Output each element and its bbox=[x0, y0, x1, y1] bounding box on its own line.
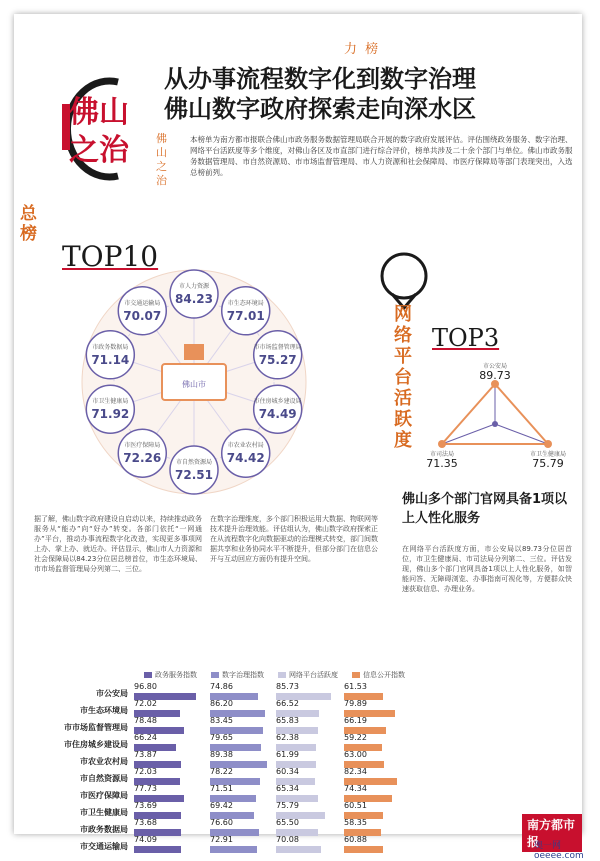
table-row bbox=[58, 750, 378, 768]
score-value: 60.88 bbox=[344, 835, 367, 844]
top10-node-score: 72.51 bbox=[175, 468, 213, 482]
top10-ring-diagram bbox=[44, 264, 344, 504]
table-row bbox=[58, 801, 378, 819]
top3-node-name: 市公安局 bbox=[482, 363, 508, 370]
top10-node-score: 71.92 bbox=[91, 407, 130, 422]
score-value: 60.51 bbox=[344, 801, 367, 810]
score-value: 73.69 bbox=[134, 801, 157, 810]
top10-node-name: 市医疗保障局 bbox=[124, 442, 161, 450]
top10-node bbox=[118, 429, 166, 477]
score-value: 89.38 bbox=[210, 750, 233, 759]
top10-node-score: 74.42 bbox=[226, 451, 265, 466]
score-value: 59.22 bbox=[344, 733, 367, 742]
score-value: 78.48 bbox=[134, 716, 157, 725]
score-value: 79.89 bbox=[344, 699, 367, 708]
top10-node-score: 84.23 bbox=[175, 292, 213, 306]
score-value: 62.38 bbox=[276, 733, 299, 742]
top10-node-name: 市自然资源局 bbox=[175, 459, 213, 466]
score-value: 83.45 bbox=[210, 716, 233, 725]
top10-node-score: 77.01 bbox=[226, 308, 265, 323]
table-row bbox=[58, 682, 378, 700]
top10-node-name: 市人力资源 bbox=[178, 283, 210, 290]
score-value: 96.80 bbox=[134, 682, 157, 691]
headline bbox=[164, 64, 574, 124]
score-value: 65.83 bbox=[276, 716, 299, 725]
table-row bbox=[58, 784, 378, 802]
center-label: 佛山市 bbox=[182, 380, 206, 389]
table-row bbox=[58, 835, 378, 853]
top10-node-name: 市政务数据局 bbox=[92, 343, 129, 351]
table-row bbox=[58, 716, 378, 734]
top10-node bbox=[170, 446, 218, 494]
table-row bbox=[58, 699, 378, 717]
row-name: 市农业农村局 bbox=[80, 757, 128, 766]
score-value: 74.86 bbox=[210, 682, 233, 691]
top10-node bbox=[222, 287, 270, 335]
score-value: 70.08 bbox=[276, 835, 299, 844]
score-value: 65.34 bbox=[276, 784, 299, 793]
row-name: 市生态环境局 bbox=[80, 706, 128, 715]
score-value: 72.91 bbox=[210, 835, 233, 844]
top10-node bbox=[118, 287, 166, 335]
score-value: 72.03 bbox=[134, 767, 157, 776]
logo-text: 佛山之治 bbox=[69, 95, 129, 168]
location-pin-icon bbox=[374, 250, 434, 310]
top3-triangle-diagram bbox=[420, 362, 570, 482]
subheadline: 佛山多个部门官网具备1项以上人性化服务 bbox=[402, 492, 568, 526]
top3-node bbox=[479, 362, 511, 388]
score-value: 66.24 bbox=[134, 733, 157, 742]
top3-node-name: 市卫生健康局 bbox=[529, 451, 567, 458]
top10-node-name: 市住房城乡建设局 bbox=[253, 398, 302, 406]
brand-website: 奥一网oeeee.com bbox=[534, 841, 584, 861]
score-value: 61.53 bbox=[344, 682, 367, 691]
top10-node-name: 市生态环境局 bbox=[227, 299, 264, 307]
score-value: 75.79 bbox=[276, 801, 299, 810]
score-value: 61.99 bbox=[276, 750, 299, 759]
score-value: 72.02 bbox=[134, 699, 157, 708]
row-name: 市医疗保障局 bbox=[80, 791, 128, 800]
score-value: 74.34 bbox=[344, 784, 367, 793]
legend-item: 信息公开指数 bbox=[352, 670, 405, 680]
score-bar bbox=[210, 846, 257, 853]
score-value: 60.34 bbox=[276, 767, 299, 776]
top10-node-name: 市市场监督管理局 bbox=[253, 343, 302, 351]
score-value: 77.73 bbox=[134, 784, 157, 793]
intro-paragraph: 本榜单为南方都市报联合佛山市政务服务数据管理局联合开展的数字政府发展评估。评估围绕政务服务、数字治理、网络平台活跃度等多个维度，对佛山各区及市直部门进行综合评价，榜单共涉及二十余个部门与单位。佛山市政务服务数据管理局、市自然资源局、市市场监督管理局、市人力资源和社会保障局、市医疗保障局等部门表现突出，入选总榜前列。 bbox=[190, 135, 573, 177]
score-value: 78.22 bbox=[210, 767, 233, 776]
side-tag: 佛山之治 bbox=[156, 132, 167, 187]
section-kicker: 力 榜 bbox=[344, 42, 381, 57]
score-value: 86.20 bbox=[210, 699, 233, 708]
top10-node bbox=[254, 331, 302, 379]
table-row bbox=[58, 767, 378, 785]
legend-item: 数字治理指数 bbox=[211, 670, 264, 680]
headline-line-2: 佛山数字政府探索走向深水区 bbox=[164, 94, 476, 123]
body-column-1: 据了解，佛山数字政府建设自启动以来，持续推动政务服务从“能办”向“好办”转变。各部门依托“一网通办”平台，推动办事流程数字化改造，实现更多事项网上办、掌上办、就近办。评估显示，佛山市人力资源和社会保障局以84.23分位居总榜首位，市生态环境局、市市场监督管理局分列第二、三位。 bbox=[34, 515, 202, 573]
table-row bbox=[58, 733, 378, 751]
top10-node bbox=[86, 385, 134, 433]
top10-node-name: 市交通运输局 bbox=[124, 299, 161, 307]
row-name: 市住房城乡建设局 bbox=[64, 740, 128, 749]
score-value: 82.34 bbox=[344, 767, 367, 776]
top10-node-score: 70.07 bbox=[123, 308, 162, 323]
body-column-3: 在网络平台活跃度方面，市公安局以89.73分位居首位，市卫生健康局、市司法局分列第二、三位。评估发现，佛山多个部门官网具备1项以上人性化服务，如智能问答、无障碍浏览、办事指南可视化等，方便群众快速获取信息、办理业务。 bbox=[402, 545, 572, 593]
score-value: 79.65 bbox=[210, 733, 233, 742]
row-name: 市交通运输局 bbox=[80, 842, 128, 851]
row-name: 市政务数据局 bbox=[80, 825, 128, 834]
score-value: 66.19 bbox=[344, 716, 367, 725]
top3-label: TOP3 bbox=[432, 324, 500, 352]
score-value: 73.68 bbox=[134, 818, 157, 827]
legend-item: 网络平台活跃度 bbox=[278, 670, 338, 680]
top10-node-score: 74.49 bbox=[258, 407, 297, 422]
score-bar bbox=[134, 846, 181, 853]
top3-node-name: 市司法局 bbox=[429, 451, 455, 458]
row-name: 市市场监督管理局 bbox=[64, 723, 128, 732]
body-column-2: 在数字治理维度，多个部门积极运用大数据、物联网等技术提升治理效能。评估组认为，佛山数字政府探索正在从流程数字化向数据驱动的治理模式转变，部门间数据共享和业务协同水平不断提升，但部分部门在信息公开与互动回应方面仍有提升空间。 bbox=[210, 515, 378, 563]
score-value: 65.50 bbox=[276, 818, 299, 827]
top10-node bbox=[254, 385, 302, 433]
top3-node-score: 89.73 bbox=[479, 369, 511, 382]
score-value: 66.52 bbox=[276, 699, 299, 708]
top10-node bbox=[170, 270, 218, 318]
top10-label: TOP10 bbox=[62, 240, 159, 273]
score-value: 73.87 bbox=[134, 750, 157, 759]
score-value: 85.73 bbox=[276, 682, 299, 691]
row-name: 市卫生健康局 bbox=[80, 808, 128, 817]
score-value: 63.00 bbox=[344, 750, 367, 759]
top10-node bbox=[222, 429, 270, 477]
top10-section-title: 总榜 bbox=[20, 204, 37, 244]
row-name: 市自然资源局 bbox=[80, 774, 128, 783]
document-icon bbox=[184, 344, 204, 360]
table-legend bbox=[144, 670, 405, 680]
score-value: 69.42 bbox=[210, 801, 233, 810]
top10-node bbox=[86, 331, 134, 379]
top3-node-score: 75.79 bbox=[532, 457, 564, 470]
top10-node-name: 市卫生健康局 bbox=[92, 398, 129, 406]
score-bar bbox=[276, 846, 321, 853]
top10-node-score: 72.26 bbox=[123, 451, 162, 466]
score-value: 74.09 bbox=[134, 835, 157, 844]
top10-node-score: 71.14 bbox=[91, 352, 130, 367]
top10-node-score: 75.27 bbox=[258, 352, 297, 367]
row-name: 市公安局 bbox=[96, 689, 128, 698]
score-value: 71.51 bbox=[210, 784, 233, 793]
newspaper-brand: 南方都市报 bbox=[522, 814, 582, 852]
top3-section-title: 网络平台活跃度 bbox=[394, 304, 412, 451]
legend-item: 政务服务指数 bbox=[144, 670, 197, 680]
headline-line-1: 从办事流程数字化到数字治理 bbox=[164, 64, 476, 93]
top10-node-name: 市农业农村局 bbox=[227, 442, 264, 450]
table-row bbox=[58, 818, 378, 836]
score-value: 76.60 bbox=[210, 818, 233, 827]
score-value: 58.35 bbox=[344, 818, 367, 827]
top3-node-score: 71.35 bbox=[426, 457, 458, 470]
newspaper-page bbox=[14, 14, 584, 861]
score-bar bbox=[344, 846, 383, 853]
